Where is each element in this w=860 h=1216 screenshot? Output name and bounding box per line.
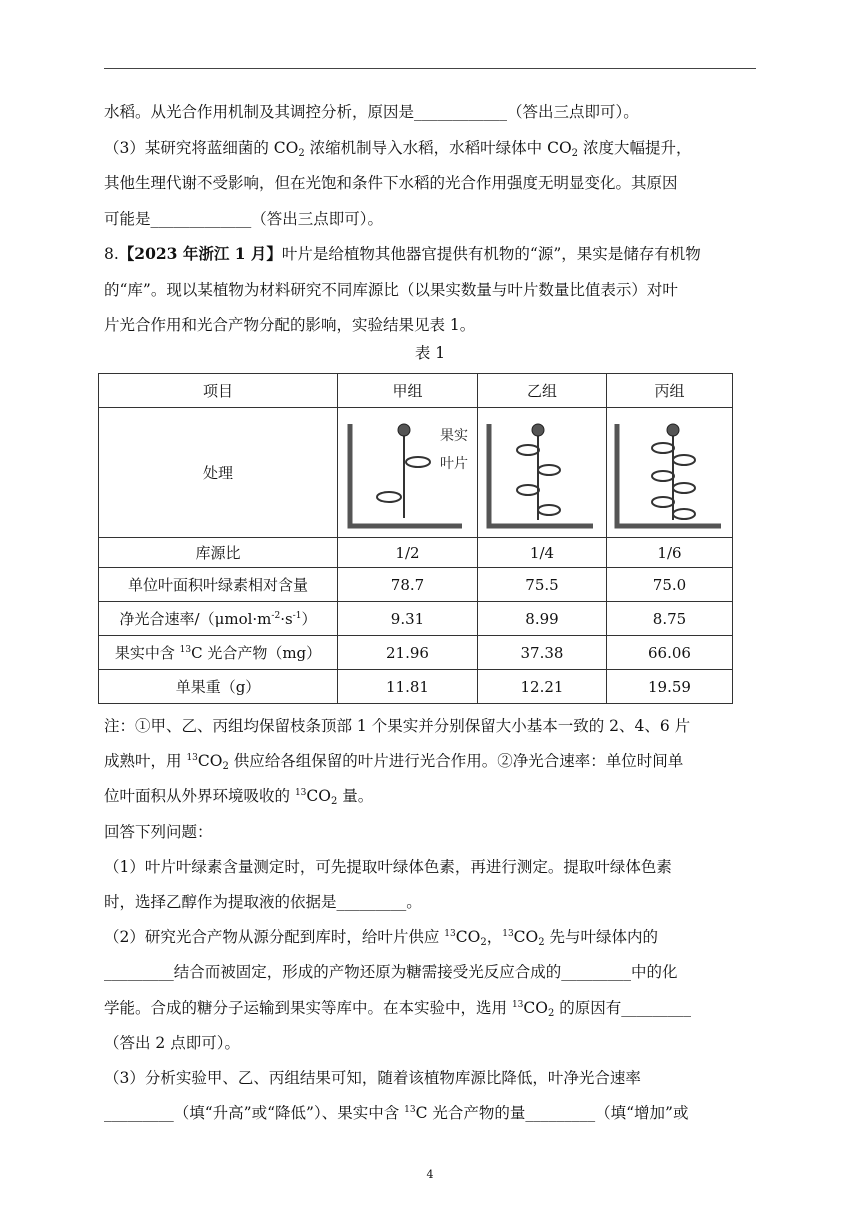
text-line: 8.【2023 年浙江 1 月】叶片是给植物其他器官提供有机物的“源”，果实是储存有机物 xyxy=(104,244,701,263)
cell-value: 9.31 xyxy=(338,602,478,636)
cell-value: 8.75 xyxy=(607,602,733,636)
text-line: 可能是_____________（答出三点即可）。 xyxy=(104,209,384,228)
cell-value: 37.38 xyxy=(478,636,607,670)
text-line: （1）叶片叶绿素含量测定时，可先提取叶绿体色素，再进行测定。提取叶绿体色素 xyxy=(104,857,672,876)
cell-value: 8.99 xyxy=(478,602,607,636)
plant-diagram-c xyxy=(607,408,733,538)
cell-value: 66.06 xyxy=(607,636,733,670)
cell-value: 21.96 xyxy=(338,636,478,670)
text-line: （2）研究光合产物从源分配到库时，给叶片供应 $^{13}CO_2$，$^{13}CO_2$ 先与叶绿体内的 xyxy=(104,928,659,949)
cell-value: 75.5 xyxy=(478,568,607,602)
text-line: 片光合作用和光合产物分配的影响，实验结果见表 1。 xyxy=(104,316,476,334)
header-rule xyxy=(104,68,756,69)
cell-value: 1/2 xyxy=(338,538,478,568)
header-group-a: 甲组 xyxy=(338,374,478,408)
text-line: 回答下列问题： xyxy=(104,822,213,841)
plant-diagram-a xyxy=(338,408,478,538)
text-line: _________（填“升高”或“降低”）、果实中含 $^{13}$C 光合产物的量_________（填“增加”或 xyxy=(104,1104,689,1123)
text-line: 其他生理代谢不受影响，但在光饱和条件下水稻的光合作用强度无明显变化。其原因 xyxy=(104,174,678,192)
row-label: 单位叶面积叶绿素相对含量 xyxy=(99,568,338,602)
treatment-label: 处理 xyxy=(99,408,338,538)
text-line: 的“库”。现以某植物为材料研究不同库源比（以果实数量与叶片数量比值表示）对叶 xyxy=(104,280,678,299)
text-line: _________结合而被固定，形成的产物还原为糖需接受光反应合成的_________中的化 xyxy=(104,963,678,982)
table-caption: 表 1 xyxy=(414,344,446,362)
text-line: 学能。合成的糖分子运输到果实等库中。在本实验中，选用 $^{13}CO_2$ 的原因有_________ xyxy=(104,998,692,1019)
treatment-row xyxy=(99,408,733,538)
text-line: 时，选择乙醇作为提取液的依据是_________。 xyxy=(104,893,422,911)
table-row xyxy=(99,602,733,636)
cell-value: 11.81 xyxy=(338,670,478,704)
header-group-c: 丙组 xyxy=(607,374,733,408)
table-header-row xyxy=(99,374,733,408)
text-line: （3）分析实验甲、乙、丙组结果可知，随着该植物库源比降低，叶净光合速率 xyxy=(104,1069,641,1087)
table-row xyxy=(99,636,733,670)
table-row xyxy=(99,568,733,602)
text-line: 水稻。从光合作用机制及其调控分析，原因是____________（答出三点即可）。 xyxy=(104,103,639,121)
text-line: 位叶面积从外界环境吸收的 $^{13}CO_2$ 量。 xyxy=(104,787,374,808)
page-number: 4 xyxy=(426,1168,434,1181)
cell-value: 1/4 xyxy=(478,538,607,568)
text-line: （3）某研究将蓝细菌的 $CO_2$ 浓缩机制导入水稻，水稻叶绿体中 $CO_2$ 浓度大幅提升， xyxy=(104,138,692,159)
text-line: 成熟叶，用 $^{13}CO_2$ 供应给各组保留的叶片进行光合作用。②净光合速率：单位时间单 xyxy=(104,752,684,773)
text-line: 注：①甲、乙、丙组均保留枝条顶部 1 个果实并分别保留大小基本一致的 2、4、6 片 xyxy=(104,717,691,735)
plant-diagram-b xyxy=(478,408,607,538)
row-label: 库源比 xyxy=(99,538,338,568)
table-row xyxy=(99,538,733,568)
header-group-b: 乙组 xyxy=(478,374,607,408)
cell-value: 78.7 xyxy=(338,568,478,602)
cell-value: 12.21 xyxy=(478,670,607,704)
results-table xyxy=(98,373,733,704)
leaf-label: 叶片 xyxy=(439,455,468,472)
text-line: （答出 2 点即可）。 xyxy=(104,1033,240,1052)
row-label: 果实中含 $^{13}$C 光合产物（mg） xyxy=(99,636,338,670)
fruit-label: 果实 xyxy=(439,427,468,444)
cell-value: 19.59 xyxy=(607,670,733,704)
cell-value: 1/6 xyxy=(607,538,733,568)
row-label: 净光合速率$/(\mu mol\cdot m^{-2}\cdot s^{-1})$ xyxy=(99,602,338,636)
table-row xyxy=(99,670,733,704)
cell-value: 75.0 xyxy=(607,568,733,602)
header-item: 项目 xyxy=(99,374,338,408)
row-label: 单果重（g） xyxy=(99,670,338,704)
